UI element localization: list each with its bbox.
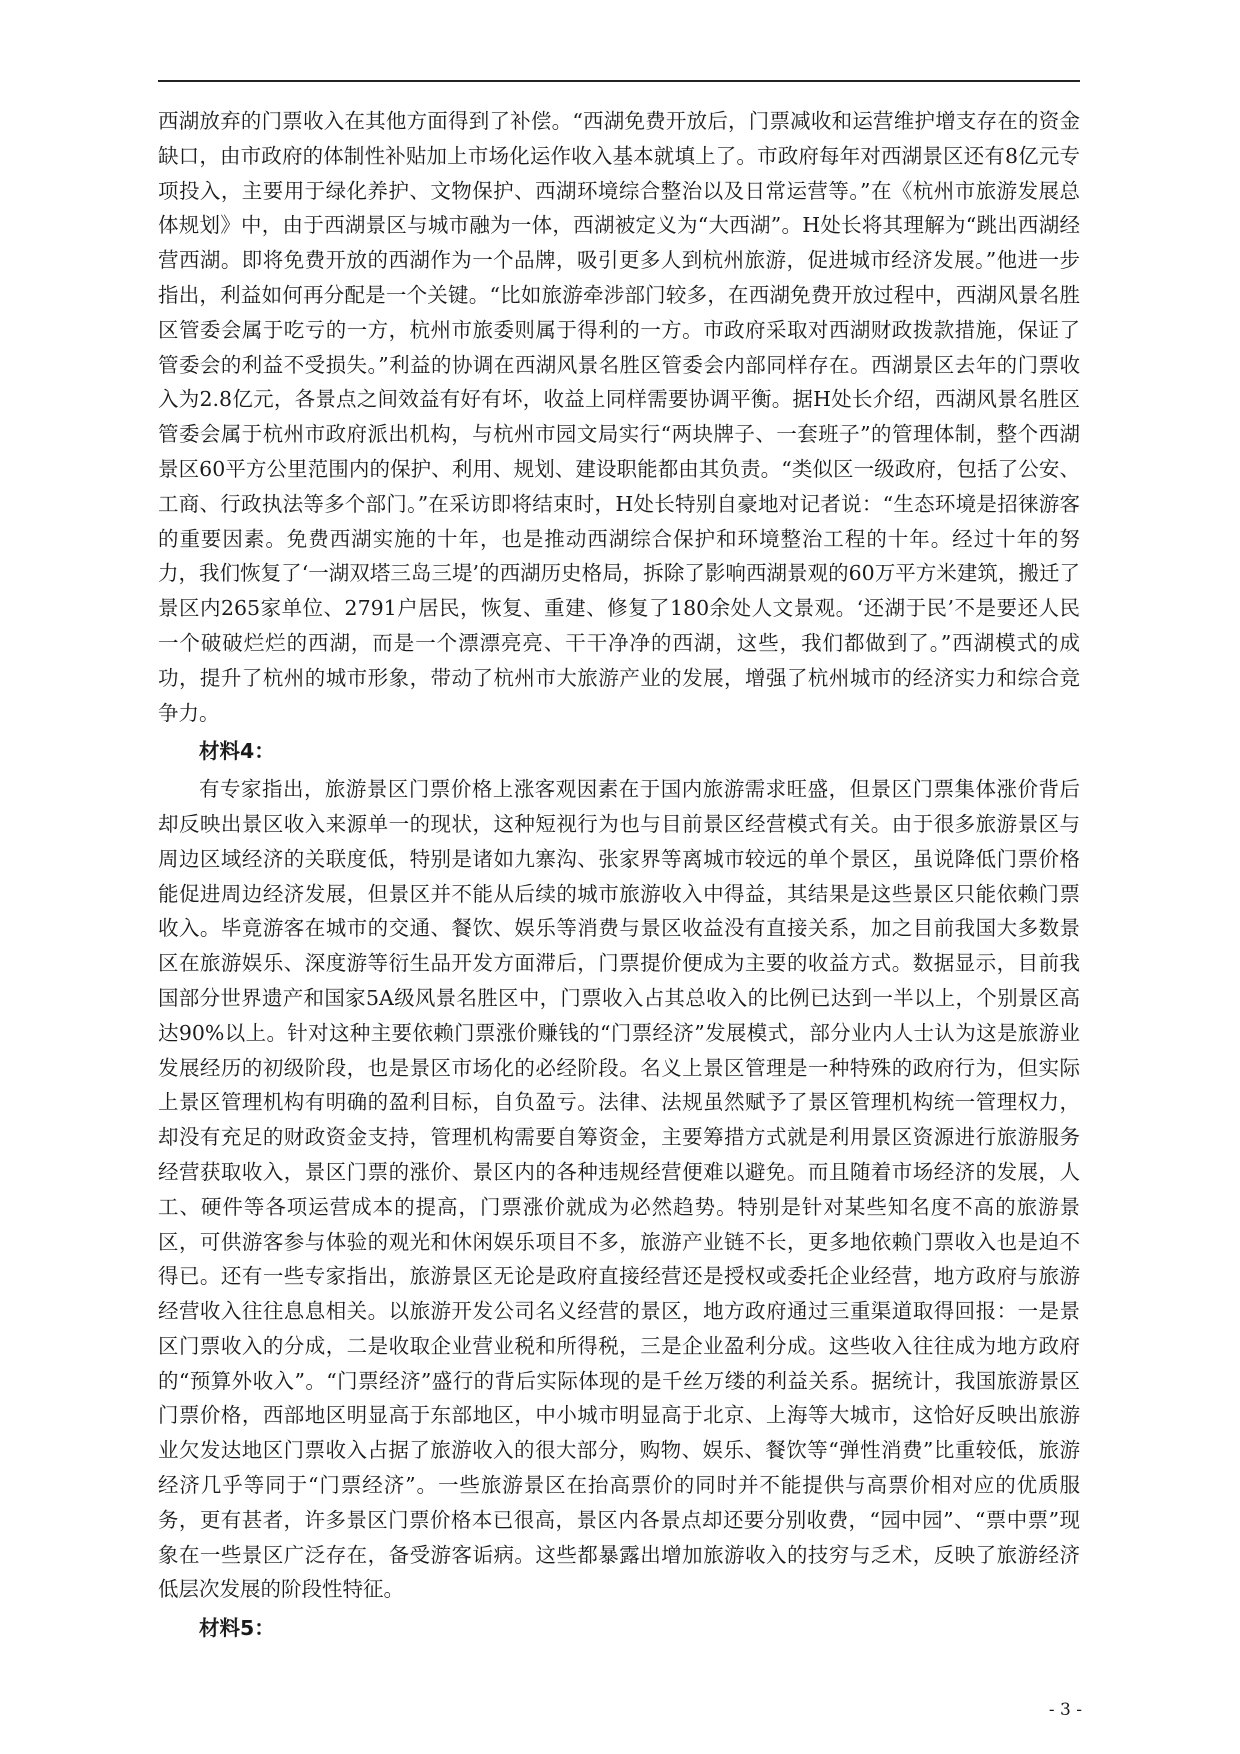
page-content <box>158 104 1080 1649</box>
page-number: - 3 - <box>1048 1700 1082 1720</box>
header-rule <box>158 80 1080 82</box>
material-5-heading: 材料5： <box>199 1616 275 1641</box>
material-4-heading: 材料4： <box>199 739 275 764</box>
paragraph-xihu-compensation: 西湖放弃的门票收入在其他方面得到了补偿。“西湖免费开放后，门票减收和运营维护增支存在的资金缺口，由市政府的体制性补贴加上市场化运作收入基本就填上了。市政府每年对西湖景区还有8亿元专项投入，主要用于绿化养护、文物保护、西湖环境综合整治以及日常运营等。”在《杭州市旅游发展总体规划》中，由于西湖景区与城市融为一体，西湖被定义为“大西湖”。H处长将其理解为“跳出西湖经营西湖。即将免费开放的西湖作为一个品牌，吸引更多人到杭州旅游，促进城市经济发展。”他进一步指出，利益如何再分配是一个关键。“比如旅游牵涉部门较多，在西湖免费开放过程中，西湖风景名胜区管委会属于吃亏的一方，杭州市旅委则属于得利的一方。市政府采取对西湖财政拨款措施，保证了管委会的利益不受损失。”利益的协调在西湖风景名胜区管委会内部同样存在。西湖景区去年的门票收入为2.8亿元，各景点之间效益有好有坏，收益上同样需要协调平衡。据H处长介绍，西湖风景名胜区管委会属于杭州市政府派出机构，与杭州市园文局实行“两块牌子、一套班子”的管理体制，整个西湖景区60平方公里范围内的保护、利用、规划、建设职能都由其负责。“类似区一级政府，包括了公安、工商、行政执法等多个部门。”在采访即将结束时，H处长特别自豪地对记者说：“生态环境是招徕游客的重要因素。免费西湖实施的十年，也是推动西湖综合保护和环境整治工程的十年。经过十年的努力，我们恢复了‘一湖双塔三岛三堤’的西湖历史格局，拆除了影响西湖景观的60万平方米建筑，搬迁了景区内265家单位、2791户居民，恢复、重建、修复了180余处人文景观。‘还湖于民’不是要还人民一个破破烂烂的西湖，而是一个漂漂亮亮、干干净净的西湖，这些，我们都做到了。”西湖模式的成功，提升了杭州的城市形象，带动了杭州市大旅游产业的发展，增强了杭州城市的经济实力和综合竞争力。 <box>158 109 1080 725</box>
paragraph-ticket-economy: 有专家指出，旅游景区门票价格上涨客观因素在于国内旅游需求旺盛，但景区门票集体涨价背后却反映出景区收入来源单一的现状，这种短视行为也与目前景区经营模式有关。由于很多旅游景区与周边区域经济的关联度低，特别是诸如九寨沟、张家界等离城市较远的单个景区，虽说降低门票价格能促进周边经济发展，但景区并不能从后续的城市旅游收入中得益，其结果是这些景区只能依赖门票收入。毕竟游客在城市的交通、餐饮、娱乐等消费与景区收益没有直接关系，加之目前我国大多数景区在旅游娱乐、深度游等衍生品开发方面滞后，门票提价便成为主要的收益方式。数据显示，目前我国部分世界遗产和国家5A级风景名胜区中，门票收入占其总收入的比例已达到一半以上，个别景区高达90%以上。针对这种主要依赖门票涨价赚钱的“门票经济”发展模式，部分业内人士认为这是旅游业发展经历的初级阶段，也是景区市场化的必经阶段。名义上景区管理是一种特殊的政府行为，但实际上景区管理机构有明确的盈利目标，自负盈亏。法律、法规虽然赋予了景区管理机构统一管理权力，却没有充足的财政资金支持，管理机构需要自筹资金，主要筹措方式就是利用景区资源进行旅游服务经营获取收入，景区门票的涨价、景区内的各种违规经营便难以避免。而且随着市场经济的发展，人工、硬件等各项运营成本的提高，门票涨价就成为必然趋势。特别是针对某些知名度不高的旅游景区，可供游客参与体验的观光和休闲娱乐项目不多，旅游产业链不长，更多地依赖门票收入也是迫不得已。还有一些专家指出，旅游景区无论是政府直接经营还是授权或委托企业经营，地方政府与旅游经营收入往往息息相关。以旅游开发公司名义经营的景区，地方政府通过三重渠道取得回报：一是景区门票收入的分成，二是收取企业营业税和所得税，三是企业盈利分成。这些收入往往成为地方政府的“预算外收入”。“门票经济”盛行的背后实际体现的是千丝万缕的利益关系。据统计，我国旅游景区门票价格，西部地区明显高于东部地区，中小城市明显高于北京、上海等大城市，这恰好反映出旅游业欠发达地区门票收入占据了旅游收入的很大部分，购物、娱乐、餐饮等“弹性消费”比重较低，旅游经济几乎等同于“门票经济”。一些旅游景区在抬高票价的同时并不能提供与高票价相对应的优质服务，更有甚者，许多景区门票价格本已很高，景区内各景点却还要分别收费，“园中园”、“票中票”现象在一些景区广泛存在，备受游客诟病。这些都暴露出增加旅游收入的技穷与乏术，反映了旅游经济低层次发展的阶段性特征。 <box>158 777 1080 1602</box>
